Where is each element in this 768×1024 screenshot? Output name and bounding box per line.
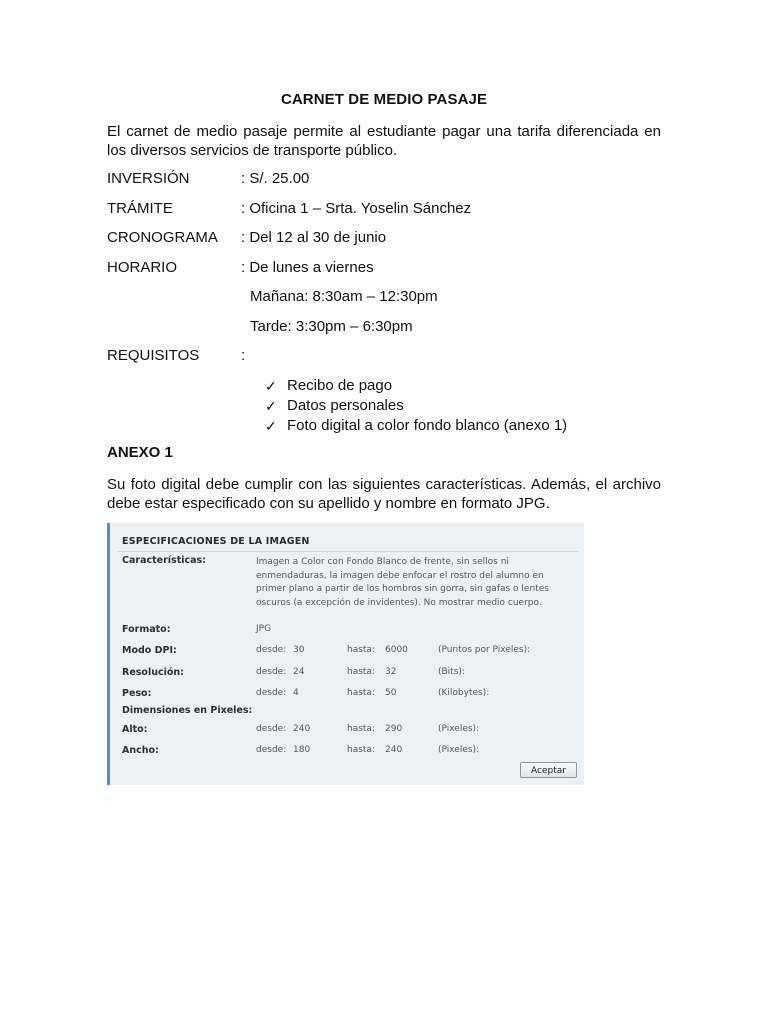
annex-paragraph: Su foto digital debe cumplir con las siguientes características. Además, el archivo debe estar especificado con su apellido y nombre en formato JPG. bbox=[107, 476, 661, 512]
schedule-morning: Mañana: 8:30am – 12:30pm bbox=[250, 288, 438, 305]
spec-header: ESPECIFICACIONES DE LA IMAGEN bbox=[122, 536, 310, 547]
caracteristicas-text: Imagen a Color con Fondo Blanco de frente, sin sellos ni enmendaduras, la imagen debe enfocar el rostro del alumno en primer plano a partir de los hombros sin gorra, sin gafas o lentes oscuros (a excepción de invidentes). No mostrar medio cuerpo. bbox=[256, 557, 549, 608]
unit-label: (Pixeles): bbox=[438, 745, 480, 755]
field-label: HORARIO bbox=[107, 259, 178, 276]
field-value: : Oficina 1 – Srta. Yoselin Sánchez bbox=[241, 200, 472, 217]
to-label: hasta: bbox=[347, 645, 375, 655]
field-value: : Del 12 al 30 de junio bbox=[241, 229, 387, 246]
from-label: desde: bbox=[256, 688, 287, 698]
from-label: desde: bbox=[256, 667, 287, 677]
list-item-text: Datos personales bbox=[287, 397, 404, 414]
dimensions-label: Dimensiones en Pixeles: bbox=[122, 705, 253, 716]
divider bbox=[118, 551, 578, 552]
image-spec-panel bbox=[107, 523, 584, 785]
to-value: 32 bbox=[385, 667, 397, 677]
to-value: 290 bbox=[385, 724, 403, 734]
check-icon: ✓ bbox=[265, 398, 277, 414]
unit-label: (Pixeles): bbox=[438, 724, 480, 734]
unit-label: (Kilobytes): bbox=[438, 688, 490, 698]
caracteristicas-label: Características: bbox=[122, 555, 206, 566]
field-label: CRONOGRAMA bbox=[107, 229, 218, 246]
field-label: TRÁMITE bbox=[107, 200, 173, 217]
from-label: desde: bbox=[256, 724, 287, 734]
list-item-text: Foto digital a color fondo blanco (anexo 1) bbox=[287, 417, 568, 434]
from-value: 24 bbox=[293, 667, 305, 677]
from-value: 180 bbox=[293, 745, 311, 755]
from-value: 30 bbox=[293, 645, 305, 655]
page-title: CARNET DE MEDIO PASAJE bbox=[280, 91, 488, 108]
unit-label: (Puntos por Pixeles): bbox=[438, 645, 531, 655]
to-value: 6000 bbox=[385, 645, 408, 655]
accept-button[interactable]: Aceptar bbox=[520, 762, 577, 778]
spec-row-label: Peso: bbox=[122, 688, 152, 699]
to-label: hasta: bbox=[347, 745, 375, 755]
field-value: : S/. 25.00 bbox=[241, 170, 310, 187]
field-label: INVERSIÓN bbox=[107, 170, 190, 187]
annex-title: ANEXO 1 bbox=[107, 444, 173, 461]
to-label: hasta: bbox=[347, 688, 375, 698]
spec-row-label: Modo DPI: bbox=[122, 645, 177, 656]
from-label: desde: bbox=[256, 645, 287, 655]
formato-label: Formato: bbox=[122, 624, 171, 635]
spec-row-label: Ancho: bbox=[122, 745, 159, 756]
unit-label: (Bits): bbox=[438, 667, 465, 677]
to-label: hasta: bbox=[347, 724, 375, 734]
intro-paragraph: El carnet de medio pasaje permite al estudiante pagar una tarifa diferenciada en los diversos servicios de transporte público. bbox=[107, 123, 661, 159]
check-icon: ✓ bbox=[265, 418, 277, 434]
spec-row-label: Alto: bbox=[122, 724, 148, 735]
to-value: 240 bbox=[385, 745, 403, 755]
field-value: : De lunes a viernes bbox=[241, 259, 374, 276]
schedule-afternoon: Tarde: 3:30pm – 6:30pm bbox=[250, 318, 413, 335]
field-label: REQUISITOS bbox=[107, 347, 200, 364]
to-value: 50 bbox=[385, 688, 397, 698]
from-value: 4 bbox=[293, 688, 299, 698]
check-icon: ✓ bbox=[265, 378, 277, 394]
from-value: 240 bbox=[293, 724, 311, 734]
from-label: desde: bbox=[256, 745, 287, 755]
spec-row-label: Resolución: bbox=[122, 667, 184, 678]
to-label: hasta: bbox=[347, 667, 375, 677]
field-value: : bbox=[241, 347, 246, 364]
list-item-text: Recibo de pago bbox=[287, 377, 393, 394]
formato-value: JPG bbox=[256, 624, 272, 634]
